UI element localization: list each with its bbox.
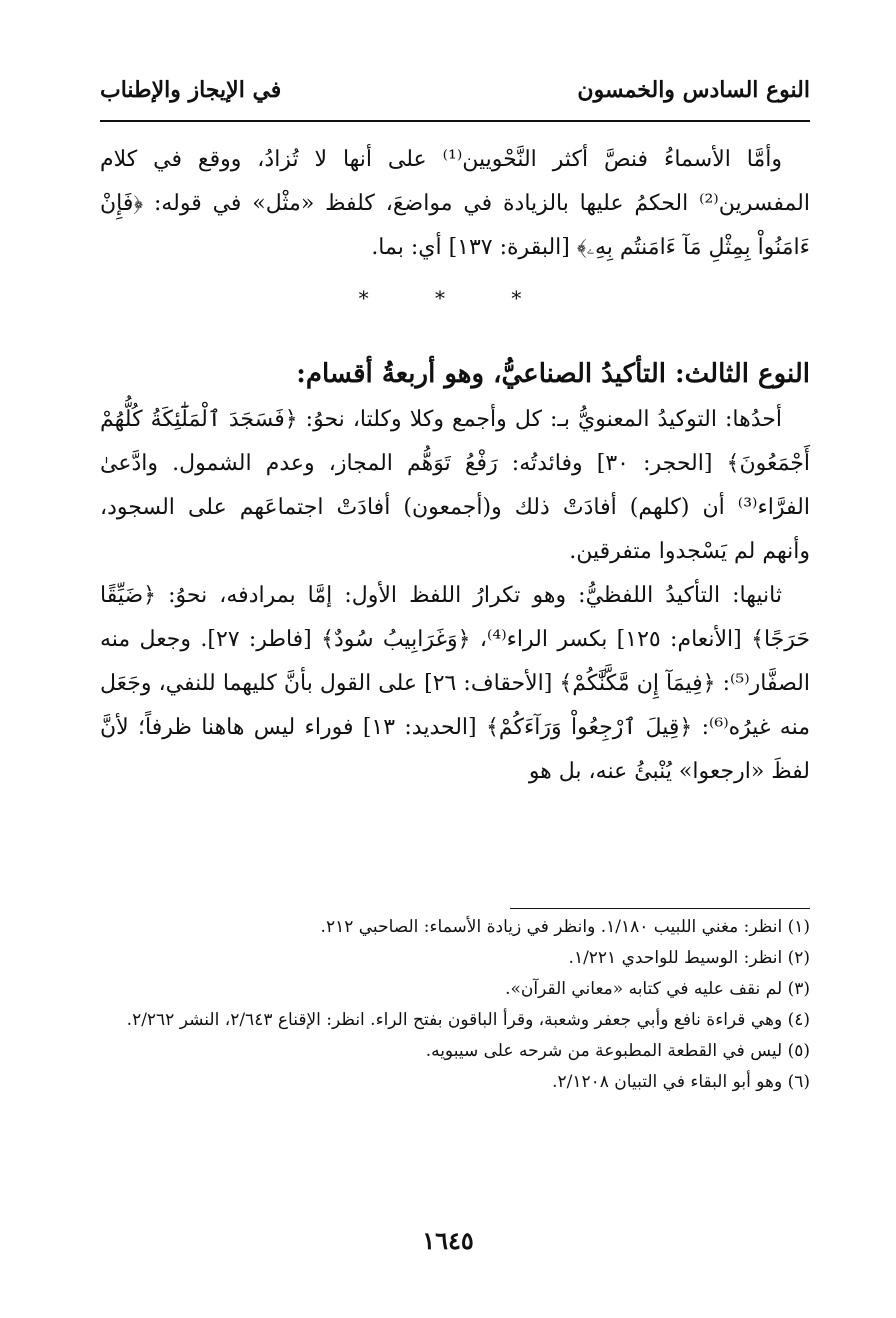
footnote-divider (510, 908, 810, 909)
page-number: ١٦٤٥ (422, 1226, 474, 1255)
running-header (100, 70, 810, 110)
chapter-title: النوع السادس والخمسون (577, 77, 810, 103)
footnote-6: (٦) وهو أبو البقاء في التبيان ٢/١٢٠٨. (552, 1072, 810, 1092)
paragraph-nouns: وأمَّا الأسماءُ فنصَّ أكثر النَّحْويين⁽¹⁾ على أنها لا تُزادُ، ووقع في كلام المفسرين⁽²⁾ الحكمُ عليها بالزيادة في مواضعَ، كلفظ «مثْل» في قوله: ﴿فَإِنْ ءَامَنُواْ بِمِثْلِ مَآ ءَامَنتُم بِهِۦ﴾ [البقرة: ١٣٧] أي: بما. (100, 147, 810, 260)
section-title: النوع الثالث: التأكيدُ الصناعيُّ، وهو أربعةُ أقسام: (296, 359, 810, 389)
paragraph-first-type: أحدُها: التوكيدُ المعنويُّ بـ: كل وأجمع وكلا وكلتا، نحوُ: ﴿فَسَجَدَ ٱلْمَلَٰٓئِكَةُ كُلُّهُمْ أَجْمَعُونَ﴾ [الحجر: ٣٠] وفائدتُه: رَفْعُ تَوَهُّم المجاز، وعدم الشمول. وادَّعىٰ الفرَّاء⁽³⁾ أن (كلهم) أفادَتْ ذلك و(أجمعون) أفادَتْ اجتماعَهم على السجود، وأنهم لم يَسْجدوا متفرقين. (100, 407, 811, 564)
main-text (100, 138, 810, 794)
paragraph-second-type: ثانيها: التأكيدُ اللفظيُّ: وهو تكرارُ اللفظ الأول: إمَّا بمرادفه، نحوُ: ﴿ضَيِّقًا حَرَجًا﴾ [الأنعام: ١٢٥] بكسر الراء⁽⁴⁾، ﴿وَغَرَابِيبُ سُودٌ﴾ [فاطر: ٢٧]. وجعل منه الصفَّار⁽⁵⁾: ﴿فِيمَآ إِن مَّكَّنَّٰكُمْ﴾ [الأحقاف: ٢٦] على القول بأنَّ كليهما للنفي، وجَعَل منه غيرُه⁽⁶⁾: ﴿قِيلَ ٱرْجِعُواْ وَرَآءَكُمْ﴾ [الحديد: ١٣] فوراء ليس هاهنا ظرفاً؛ لأنَّ لفظَ «ارجعوا» يُنْبئُ عنه، بل هو (100, 583, 811, 784)
footnote-2: (٢) انظر: الوسيط للواحدي ١/٢٢١. (568, 948, 810, 968)
header-divider (100, 120, 810, 122)
topic-title: في الإيجاز والإطناب (100, 77, 282, 103)
footnotes (100, 912, 810, 1098)
footnote-3: (٣) لم نقف عليه في كتابه «معاني القرآن». (505, 979, 810, 999)
footnote-5: (٥) ليس في القطعة المطبوعة من شرحه على سيبويه. (425, 1041, 810, 1061)
footnote-4: (٤) وهي قراءة نافع وأبي جعفر وشعبة، وقرأ الباقون بفتح الراء. انظر: الإقناع ٢/٦٤٣، النشر ٢/٢٦٢. (126, 1010, 810, 1030)
section-separator: * * * (358, 286, 552, 310)
footnote-1: (١) انظر: مغني اللبيب ١/١٨٠. وانظر في زيادة الأسماء: الصاحبي ٢١٢. (320, 917, 810, 937)
